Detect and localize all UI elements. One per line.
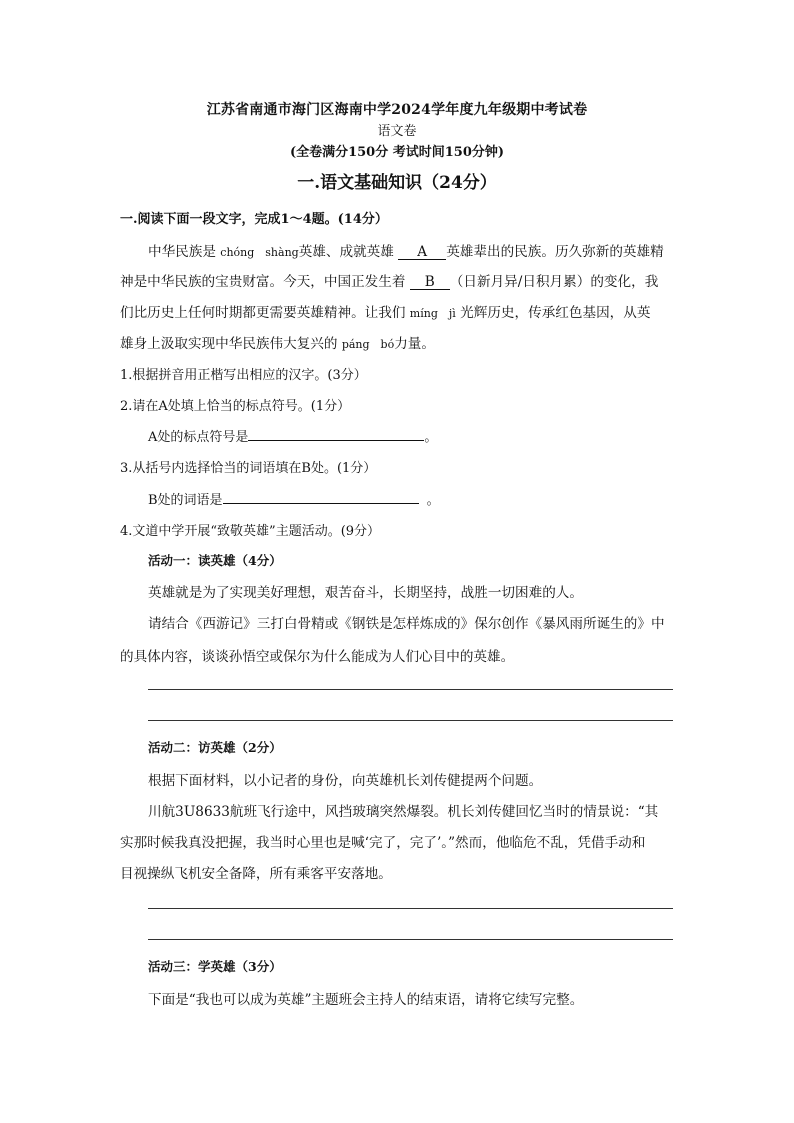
- passage-line-4: [120, 332, 435, 352]
- answer-line[interactable]: [148, 939, 673, 940]
- section-title: 一.语文基础知识（24分）: [297, 173, 497, 193]
- answer-line[interactable]: [148, 908, 673, 909]
- exam-subject: 语文卷: [377, 124, 417, 139]
- blank-a[interactable]: A: [398, 245, 446, 260]
- activity-1-title: 活动一：读英雄（4分）: [148, 553, 282, 568]
- text: 英雄辈出的民族。历久弥新的英雄精: [446, 244, 664, 260]
- answer-label: A处的标点符号是: [148, 430, 249, 445]
- text: 英雄、成就英雄: [298, 244, 394, 260]
- activity-2-title: 活动二：访英雄（2分）: [148, 740, 282, 755]
- question-2-answer-line: [148, 426, 437, 445]
- question-3: 3.从括号内选择恰当的词语填在B处。(1分）: [120, 461, 377, 476]
- text: 光辉历史，传承红色基因，从英: [460, 305, 651, 321]
- activity-1-p1: 英雄就是为了实现美好理想，艰苦奋斗，长期坚持，战胜一切困难的人。: [148, 585, 583, 601]
- activity-2-p3: 实那时候我真没把握，我当时心里也是喊‘完了，完了’。”然而，他临危不乱，凭借手动和: [120, 835, 646, 851]
- passage-heading: 一.阅读下面一段文字，完成1～4题。(14分）: [120, 212, 388, 227]
- question-4: 4.文道中学开展“致敬英雄”主题活动。(9分）: [120, 524, 381, 539]
- text: 神是中华民族的宝贵财富。今天，中国正发生着: [120, 274, 406, 290]
- text: 们比历史上任何时期都更需要英雄精神。让我们: [120, 305, 410, 321]
- passage-line-3: [120, 301, 650, 321]
- activity-2-p4: 目视操纵飞机安全备降，所有乘客平安落地。: [120, 866, 392, 882]
- text: 力量。: [394, 336, 435, 352]
- blank-b[interactable]: B: [410, 275, 450, 290]
- text: （日新月异/日积月累）的变化，我: [449, 274, 659, 290]
- passage-line-1: [148, 240, 664, 260]
- exam-title: 江苏省南通市海门区海南中学2024学年度九年级期中考试卷: [206, 102, 588, 118]
- activity-3-title: 活动三：学英雄（3分）: [148, 959, 282, 974]
- activity-2-p1: 根据下面材料，以小记者的身份，向英雄机长刘传健提两个问题。: [148, 773, 543, 789]
- question-3-answer-line: [148, 489, 440, 508]
- question-1: 1.根据拼音用正楷写出相应的汉字。(3分）: [120, 368, 367, 383]
- exam-info: (全卷满分150分 考试时间150分钟): [289, 145, 505, 160]
- period: 。: [426, 493, 440, 508]
- activity-2-p2: 川航3U8633航班飞行途中，风挡玻璃突然爆裂。机长刘传健回忆当时的情景说：“其: [148, 804, 659, 820]
- answer-line[interactable]: [148, 689, 673, 690]
- answer-line[interactable]: [148, 720, 673, 721]
- activity-3-p1: 下面是“我也可以成为英雄”主题班会主持人的结束语，请将它续写完整。: [148, 992, 584, 1008]
- passage-line-2: [120, 270, 658, 290]
- activity-1-p2: 请结合《西游记》三打白骨精或《钢铁是怎样炼成的》保尔创作《暴风雨所诞生的》中: [148, 616, 665, 632]
- answer-blank-a[interactable]: [248, 428, 424, 441]
- question-2: 2.请在A处填上恰当的标点符号。(1分）: [120, 399, 351, 414]
- answer-blank-b[interactable]: [223, 491, 419, 504]
- activity-1-p3: 的具体内容，谈谈孙悟空或保尔为什么能成为人们心目中的英雄。: [120, 649, 515, 665]
- text: 雄身上汲取实现中华民族伟大复兴的: [120, 336, 342, 352]
- answer-label: B处的词语是: [148, 493, 223, 508]
- pinyin-mingji: míng jì: [409, 307, 456, 320]
- period: 。: [424, 430, 438, 445]
- pinyin-chongshang: chóng shàng: [220, 246, 299, 259]
- pinyin-pangbo: páng bó: [341, 338, 395, 351]
- text: 中华民族是: [148, 244, 221, 260]
